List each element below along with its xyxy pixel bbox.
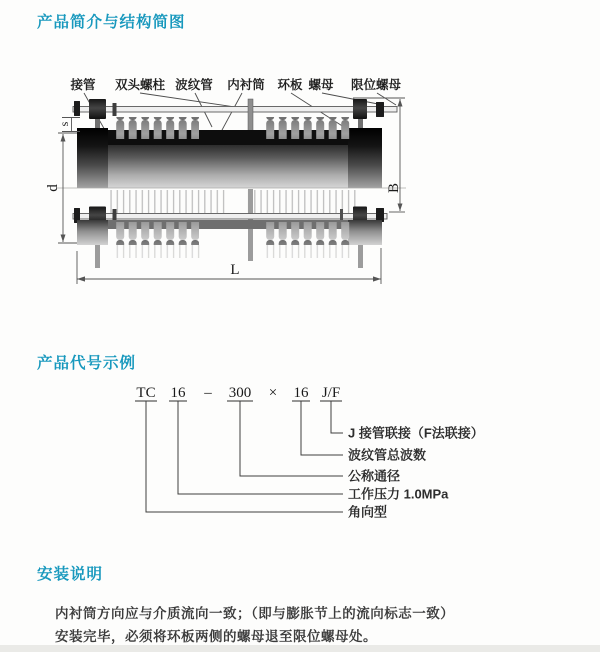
legend-joint-type: J 接管联接（F法联接） bbox=[348, 425, 484, 441]
part-label-nut: 螺母 bbox=[308, 78, 334, 92]
body-lower-half bbox=[73, 189, 387, 268]
code-token-waves: 16 bbox=[293, 385, 309, 401]
code-token-times: × bbox=[268, 385, 278, 401]
legend-nominal-bore: 公称通径 bbox=[348, 468, 401, 484]
section-title-code-example: 产品代号示例 bbox=[37, 355, 137, 372]
install-note-line2: 安装完毕，必须将环板两侧的螺母退至限位螺母处。 bbox=[55, 629, 377, 644]
section-title-structure: 产品简介与结构简图 bbox=[37, 14, 186, 31]
dim-label-d: d bbox=[45, 184, 61, 192]
part-label-stud: 双头螺柱 bbox=[114, 78, 166, 92]
legend-angular-type: 角向型 bbox=[348, 504, 388, 520]
code-token-type: TC bbox=[136, 385, 156, 401]
code-token-pressure: 16 bbox=[170, 385, 186, 401]
structure-diagram bbox=[30, 60, 470, 310]
legend-work-pressure: 工作压力 1.0MPa bbox=[348, 486, 449, 502]
legend-wave-count: 波纹管总波数 bbox=[348, 447, 427, 463]
product-code-chart bbox=[0, 375, 600, 533]
part-label-bellows: 波纹管 bbox=[175, 78, 213, 92]
body-upper-half bbox=[77, 117, 382, 188]
part-label-limit-nut: 限位螺母 bbox=[350, 78, 402, 92]
code-tree-lines bbox=[146, 401, 343, 512]
install-note-line1: 内衬筒方向应与介质流向一致；（即与膨胀节上的流向标志一致） bbox=[55, 606, 455, 621]
page-bottom-edge bbox=[0, 645, 600, 652]
part-label-pipe: 接管 bbox=[70, 78, 96, 92]
section-title-install: 安装说明 bbox=[37, 566, 104, 583]
dim-label-L: L bbox=[230, 262, 240, 278]
dim-label-B: B bbox=[386, 182, 402, 194]
code-token-joint: J/F bbox=[321, 385, 341, 401]
code-token-dash: – bbox=[204, 385, 212, 401]
part-label-ring-plate: 环板 bbox=[277, 78, 303, 92]
code-token-diameter: 300 bbox=[228, 385, 252, 401]
part-label-liner: 内衬筒 bbox=[227, 78, 265, 92]
dim-label-s: s bbox=[57, 121, 71, 127]
